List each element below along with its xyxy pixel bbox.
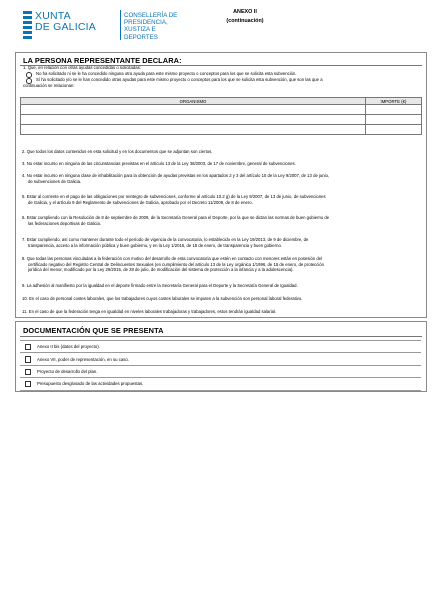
documentation-title: DOCUMENTACIÓN QUE SE PRESENTA <box>23 326 164 335</box>
document-label: Presupuesto desglosado de las actividades propuestas. <box>37 381 144 387</box>
department-name: CONSELLERÍA DE PRESIDENCIA, XUSTIZA E DEPORTES <box>124 12 178 41</box>
document-checkbox[interactable] <box>25 356 31 362</box>
radio-no-other-aid[interactable] <box>26 72 32 78</box>
document-checkbox[interactable] <box>25 381 31 387</box>
declaration-item-9: 9. La adhesión al manifiesto por la igualdad en el deporte firmado entre la Secretaría General para el Deporte y la Secretaría General de Igualdad. <box>22 283 298 288</box>
xunta-emblem-icon <box>22 10 33 40</box>
document-checkbox[interactable] <box>25 369 31 375</box>
declaration-section <box>15 52 427 318</box>
declaration-item-4: 4. No estar incurso en ninguna clase de inhabilitación para la obtención de ayudas previstas en los apartados 2 y 3 del artículo 10 de la Ley 9/2007, de 13 de junio, de subvenciones de Galicia. <box>22 173 330 184</box>
radio-yes-label-continued: continuación se relacionan: <box>23 83 75 88</box>
document-label: Anexo II bis (datos del proyecto). <box>37 344 100 350</box>
annex-heading <box>205 8 285 26</box>
annex-title: ANEXO II <box>233 9 257 15</box>
importe-cell[interactable] <box>366 105 422 115</box>
organismo-cell[interactable] <box>21 115 366 125</box>
list-item <box>20 340 421 352</box>
documentation-section <box>15 321 427 392</box>
annex-subtitle: (continuación) <box>226 18 264 24</box>
organismo-cell[interactable] <box>21 105 366 115</box>
declaration-item-10: 10. En el caso de personal costes laborales, que los trabajadores cuyos costes laborales se imputen a la subvención son personal laboral federativo. <box>22 296 303 301</box>
declaration-item-6: 6. Estar cumpliendo con la Resolución de 8 de septiembre de 2009, de la Secretaría General para el Deporte, por la que se dictan las normas de buen gobierno de las federaciones deportivas de Galicia. <box>22 215 330 226</box>
section-divider <box>20 336 422 337</box>
declaration-item-5: 5. Estar al corriente en el pago de las obligaciones por reintegro de subvenciones, conforme al artículo 10.2 g) de la Ley 9/2007, de 13 de junio, de subvenciones de Galicia, y el artículo 9 del Reglamento de subvenciones de Galicia, aprobado por el Decreto 11/2009, de 8 de enero. <box>22 194 326 205</box>
table-row <box>21 105 422 115</box>
list-item <box>20 352 421 364</box>
document-label: Anexo VII, poder de representación, en su caso. <box>37 356 129 362</box>
declaration-item-2: 2. Que todos los datos contenidos en esta solicitud y en los documentos que se adjuntan son ciertos. <box>22 149 213 154</box>
declaration-item-8: 8. Que todas las personas vinculadas a la federación con motivo del desarrollo de esta convocatoria que estén en contacto con menores están en posesión del certificado negativo del Registro Central de Delincuentes Sexuales (en cumplimiento del artículo 13 de la Ley orgánica 1/1996, de 15 de enero, de protección jurídica del menor, modificado por la Ley 26/2015, de 28 de julio, de modificación del sistema de protección a la infancia y a la adolescencia). <box>22 256 325 273</box>
item-1-intro: 1. Que, en relación con otras ayudas concedidas o solicitadas: <box>23 65 141 70</box>
list-item <box>20 377 421 390</box>
declaration-item-3: 3. No estar incurso en ninguna de las circunstancias previstas en el artículo 13 de la Ley 38/2003, de 17 de noviembre, general de subvenciones. <box>22 161 296 166</box>
list-item <box>20 365 421 377</box>
table-row <box>21 115 422 125</box>
organismo-cell[interactable] <box>21 125 366 135</box>
declaration-item-11: 11. En el caso de que la federación tenga en igualdad en niveles laborales trabajadoras y trabajadores, estos tendrán igualdad salarial. <box>22 309 277 314</box>
table-header-row <box>21 98 422 105</box>
radio-no-label: No ha solicitado ni se le ha concedido ninguna otra ayuda para este mismo proyecto o conceptos para los que se solicita esta subvención. <box>36 71 297 76</box>
xunta-logo <box>22 7 182 43</box>
importe-cell[interactable] <box>366 115 422 125</box>
radio-yes-label: Sí ha solicitado y/o se le han concedido otras ayudas para este mismo proyecto o conceptos para los que se solicita esta subvención, que son las que a <box>36 77 323 82</box>
declaration-item-7: 7. Estar cumpliendo, así como mantener durante todo el período de vigencia de la convocatoria, lo establecido en la Ley 19/2013, de 9 de diciembre, de transparencia, acceso a la información pública y buen gobierno, y en la Ley 1/2016, de 18 de enero, de transparencia y buen gobierno. <box>22 237 309 248</box>
documentation-list <box>20 340 421 391</box>
document-checkbox[interactable] <box>25 344 31 350</box>
importe-cell[interactable] <box>366 125 422 135</box>
logo-divider <box>120 10 121 40</box>
column-header-organismo: ORGANISMO <box>21 98 366 105</box>
table-row <box>21 125 422 135</box>
document-label: Proyecto de desarrollo del plan. <box>37 368 98 374</box>
declaration-title: LA PERSONA REPRESENTANTE DECLARA: <box>23 56 182 65</box>
xunta-wordmark: XUNTA DE GALICIA <box>35 10 96 33</box>
column-header-importe: IMPORTE (€) <box>366 98 422 105</box>
other-aids-table <box>20 97 422 135</box>
